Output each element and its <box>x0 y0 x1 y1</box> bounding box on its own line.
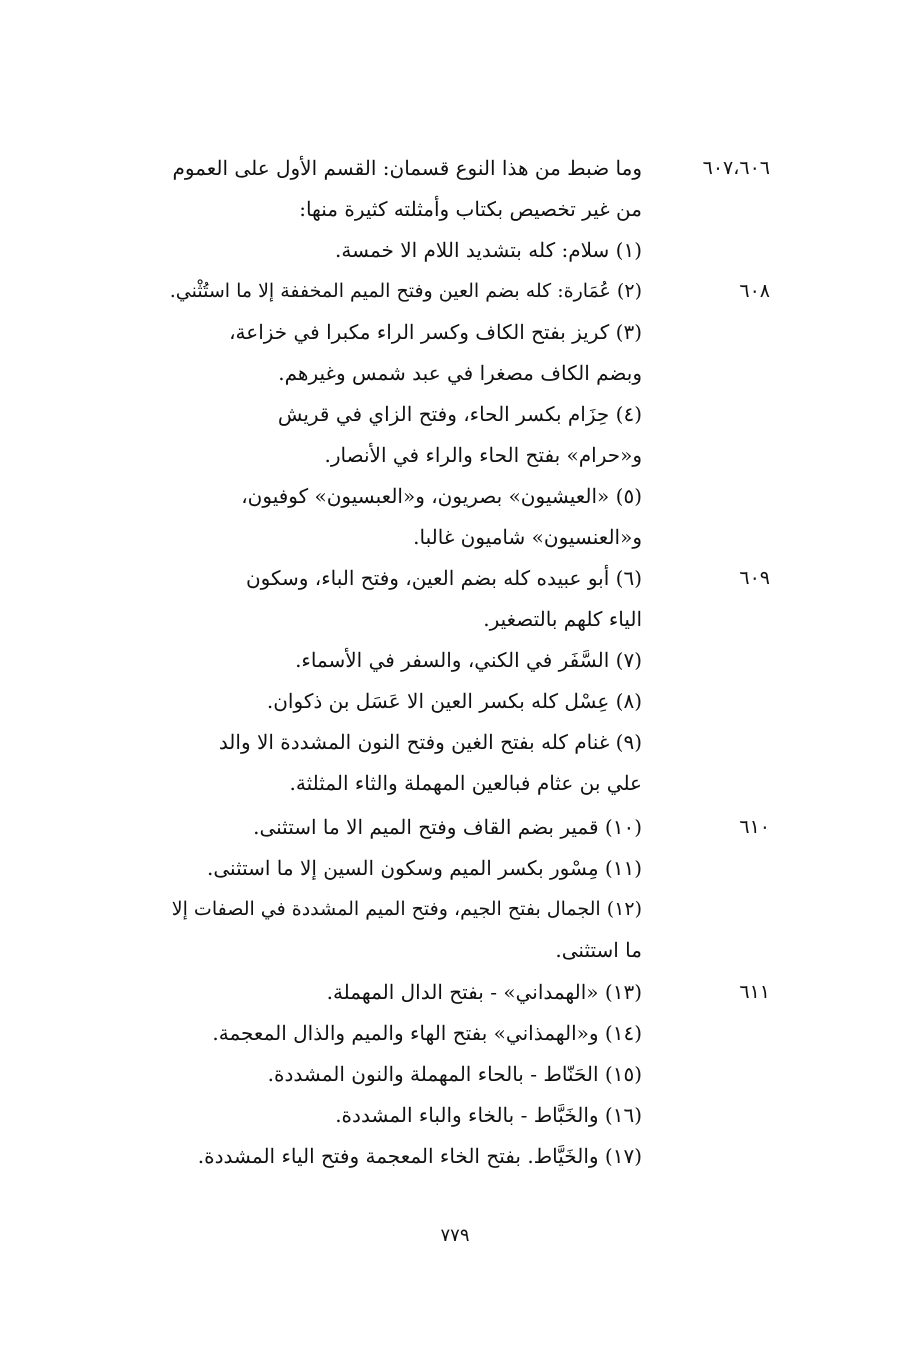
list-item-14: (١٤) و«الهمذاني» بفتح الهاء والميم والذال المعجمة. <box>212 1021 642 1045</box>
margin-number-610: ٦١٠ <box>739 816 770 838</box>
list-item-1: (١) سلام: كله بتشديد اللام الا خمسة. <box>335 238 642 262</box>
list-item-11: (١١) مِسْور بكسر الميم وسكون السين إلا ما استثنى. <box>207 856 642 880</box>
list-item-5: (٥) «العيشيون» بصريون، و«العبسيون» كوفيون، <box>241 484 642 508</box>
list-item-4: (٤) حِزَام بكسر الحاء، وفتح الزاي في قريش <box>277 402 642 426</box>
text-line: ما استثنى. <box>555 938 642 962</box>
margin-number-611: ٦١١ <box>739 981 770 1003</box>
list-item-9: (٩) غنام كله بفتح الغين وفتح النون المشددة الا والد <box>218 730 642 754</box>
margin-number-608: ٦٠٨ <box>739 280 770 302</box>
text-line: و«العنسيون» شاميون غالبا. <box>413 525 642 549</box>
margin-number-609: ٦٠٩ <box>739 567 770 589</box>
list-item-15: (١٥) الحَنّاط - بالحاء المهملة والنون المشددة. <box>267 1062 642 1086</box>
text-line: من غير تخصيص بكتاب وأمثلته كثيرة منها: <box>299 197 642 221</box>
list-item-8: (٨) عِسْل كله بكسر العين الا عَسَل بن ذكوان. <box>266 689 642 713</box>
list-item-3: (٣) كريز بفتح الكاف وكسر الراء مكبرا في خزاعة، <box>229 320 642 344</box>
text-line: وما ضبط من هذا النوع قسمان: القسم الأول على العموم <box>172 156 642 180</box>
list-item-7: (٧) السَّفَر في الكني، والسفر في الأسماء. <box>295 648 642 672</box>
text-line: و«حرام» بفتح الحاء والراء في الأنصار. <box>324 443 642 467</box>
margin-number-606-607: ٦٠٧،٦٠٦ <box>702 157 770 179</box>
list-item-16: (١٦) والخَبَّاط - بالخاء والباء المشددة. <box>335 1103 642 1127</box>
text-line: وبضم الكاف مصغرا في عبد شمس وغيرهم. <box>278 361 642 385</box>
page-number: ٧٧٩ <box>440 1225 470 1246</box>
text-line: الياء كلهم بالتصغير. <box>483 607 642 631</box>
list-item-12: (١٢) الجمال بفتح الجيم، وفتح الميم المشددة في الصفات إلا <box>171 898 642 920</box>
list-item-10: (١٠) قمير بضم القاف وفتح الميم الا ما استثنى. <box>253 815 642 839</box>
list-item-2: (٢) عُمَارة: كله بضم العين وفتح الميم المخففة إلا ما استُثْني. <box>169 280 642 302</box>
list-item-17: (١٧) والخَيَّاط. بفتح الخاء المعجمة وفتح الياء المشددة. <box>197 1144 642 1168</box>
list-item-13: (١٣) «الهمداني» - بفتح الدال المهملة. <box>326 980 642 1004</box>
text-line: علي بن عثام فبالعين المهملة والثاء المثلثة. <box>289 771 642 795</box>
list-item-6: (٦) أبو عبيده كله بضم العين، وفتح الباء، وسكون <box>245 566 642 590</box>
